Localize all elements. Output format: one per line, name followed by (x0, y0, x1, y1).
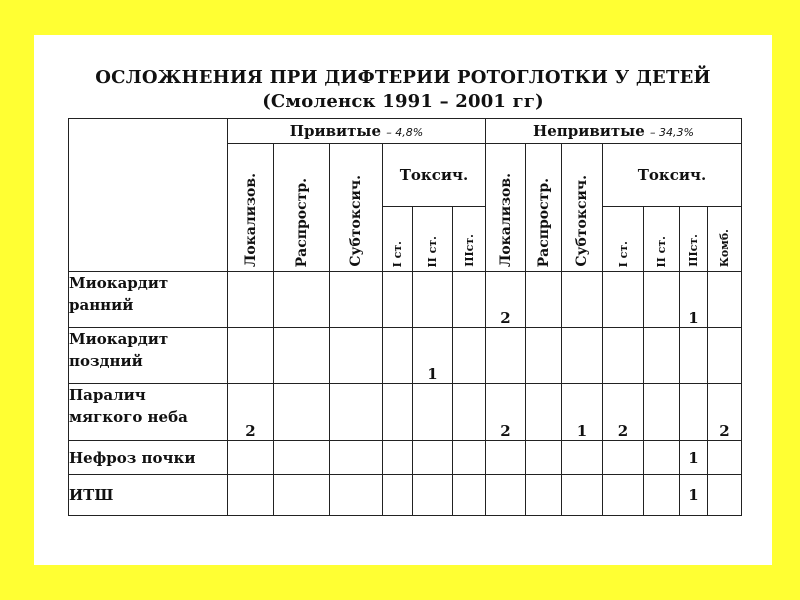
table-cell (383, 272, 413, 328)
table-cell (383, 328, 413, 384)
table-cell (413, 272, 453, 328)
table-cell (383, 475, 413, 516)
table-cell (274, 384, 330, 441)
complications-table (68, 118, 742, 516)
table-cell: 1 (413, 328, 453, 384)
table-cell (526, 441, 562, 475)
row-label-toxic-shock: ИТШ (69, 475, 228, 516)
table-cell (330, 272, 383, 328)
table-cell: 1 (680, 475, 708, 516)
col-header-toxic-3-vacc: IIIст. (453, 207, 486, 272)
table-cell (486, 441, 526, 475)
col-header-subtoxic-unvacc: Субтоксич. (562, 144, 603, 272)
table-cell (562, 475, 603, 516)
col-header-localized-vacc: Локализов. (228, 144, 274, 272)
row-label-late-myocarditis: Миокардит поздний (69, 328, 228, 384)
row-label-kidney-nephrosis: Нефроз почки (69, 441, 228, 475)
table-cell: 2 (228, 384, 274, 441)
table-cell (274, 441, 330, 475)
table-cell (274, 328, 330, 384)
col-header-combined-unvacc: Комб. (708, 207, 742, 272)
table-cell (644, 475, 680, 516)
table-cell (228, 441, 274, 475)
table-cell (413, 441, 453, 475)
col-header-localized-unvacc: Локализов. (486, 144, 526, 272)
col-header-spread-vacc: Распростр. (274, 144, 330, 272)
table-cell (330, 384, 383, 441)
table-cell: 1 (562, 384, 603, 441)
table-cell (562, 328, 603, 384)
table-cell: 2 (708, 384, 742, 441)
title-line-2: (Смоленск 1991 – 2001 гг) (262, 91, 544, 112)
document-sheet (34, 35, 772, 565)
table-cell: 2 (486, 272, 526, 328)
table-cell (644, 441, 680, 475)
table-cell (453, 328, 486, 384)
col-header-toxic-vacc: Токсич. (383, 144, 486, 207)
table-cell (680, 328, 708, 384)
table-cell: 2 (486, 384, 526, 441)
table-cell (526, 272, 562, 328)
table-cell (526, 475, 562, 516)
table-cell (486, 328, 526, 384)
table-cell (603, 441, 644, 475)
col-header-toxic-3-unvacc: IIIст. (680, 207, 708, 272)
table-cell (453, 475, 486, 516)
table-cell: 1 (680, 441, 708, 475)
table-cell (644, 384, 680, 441)
group-header-unvaccinated (486, 119, 742, 144)
table-cell (274, 475, 330, 516)
table-cell (680, 384, 708, 441)
table-cell (383, 384, 413, 441)
col-header-toxic-1-unvacc: I ст. (603, 207, 644, 272)
table-cell (708, 475, 742, 516)
group-note-unvaccinated: – 34,3% (650, 126, 694, 139)
table-cell (228, 272, 274, 328)
row-label-early-myocarditis: Миокардит ранний (69, 272, 228, 328)
table-cell (330, 441, 383, 475)
col-header-spread-unvacc: Распростр. (526, 144, 562, 272)
row-label-soft-palate-paralysis: Паралич мягкого неба (69, 384, 228, 441)
table-cell (413, 475, 453, 516)
col-header-toxic-1-vacc: I ст. (383, 207, 413, 272)
table-cell (453, 272, 486, 328)
table-cell: 1 (680, 272, 708, 328)
group-note-vaccinated: – 4,8% (386, 126, 424, 139)
title-line-1: ОСЛОЖНЕНИЯ ПРИ ДИФТЕРИИ РОТОГЛОТКИ У ДЕТЕЙ (95, 67, 711, 88)
table-cell (644, 328, 680, 384)
group-label-unvaccinated: Непривитые (533, 122, 645, 140)
col-header-toxic-2-unvacc: II ст. (644, 207, 680, 272)
col-header-toxic-unvacc: Токсич. (603, 144, 742, 207)
table-cell (383, 441, 413, 475)
table-cell (453, 441, 486, 475)
group-label-vaccinated: Привитые (289, 122, 381, 140)
table-cell (228, 328, 274, 384)
table-cell (274, 272, 330, 328)
table-cell (526, 384, 562, 441)
table-cell: 2 (603, 384, 644, 441)
col-header-subtoxic-vacc: Субтоксич. (330, 144, 383, 272)
table-cell (603, 272, 644, 328)
table-cell (708, 328, 742, 384)
table-cell (526, 328, 562, 384)
group-header-vaccinated (228, 119, 486, 144)
table-cell (228, 475, 274, 516)
table-corner-cell (69, 119, 228, 272)
table-cell (603, 475, 644, 516)
table-cell (413, 384, 453, 441)
table-cell (453, 384, 486, 441)
table-cell (562, 441, 603, 475)
table-cell (644, 272, 680, 328)
table-cell (330, 475, 383, 516)
table-cell (486, 475, 526, 516)
table-cell (708, 441, 742, 475)
table-cell (603, 328, 644, 384)
table-cell (562, 272, 603, 328)
table-cell (330, 328, 383, 384)
col-header-toxic-2-vacc: II ст. (413, 207, 453, 272)
table-cell (708, 272, 742, 328)
